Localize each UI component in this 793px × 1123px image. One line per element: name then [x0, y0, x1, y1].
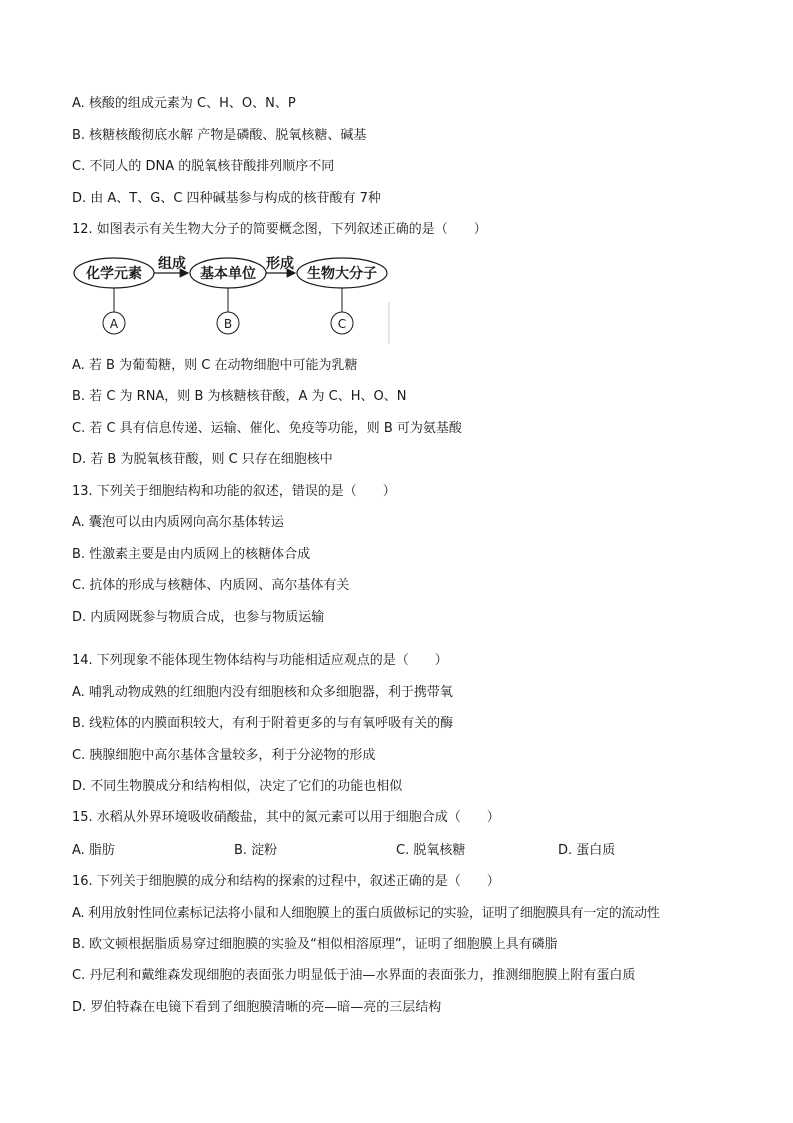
q13-option-c: C. 抗体的形成与核糖体、内质网、高尔基体有关 — [72, 578, 350, 593]
q11-option-a: A. 核酸的组成元素为 C、H、O、N、P — [72, 96, 296, 111]
q12-option-a: A. 若 B 为葡萄糖，则 C 在动物细胞中可能为乳糖 — [72, 358, 358, 373]
q15-option-a: A. 脂肪 — [72, 843, 115, 858]
q12-option-d: D. 若 B 为脱氧核苷酸，则 C 只存在细胞核中 — [72, 452, 333, 467]
arrow-compose-label: 组成 — [158, 256, 186, 272]
q12-stem: 12. 如图表示有关生物大分子的简要概念图，下列叙述正确的是（ ） — [72, 222, 487, 237]
node-biomacromolecule-label: 生物大分子 — [307, 266, 377, 282]
q16-stem: 16. 下列关于细胞膜的成分和结构的探索的过程中，叙述正确的是（ ） — [72, 874, 500, 889]
circle-a-label: A — [109, 317, 119, 331]
q11-option-c: C. 不同人的 DNA 的脱氧核苷酸排列顺序不同 — [72, 159, 335, 174]
q15-option-c: C. 脱氧核糖 — [396, 843, 466, 858]
node-basic-unit-label: 基本单位 — [200, 266, 256, 282]
q13-option-b: B. 性激素主要是由内质网上的核糖体合成 — [72, 547, 311, 562]
q12-option-c: C. 若 C 具有信息传递、运输、催化、免疫等功能，则 B 可为氨基酸 — [72, 421, 462, 436]
q14-stem: 14. 下列现象不能体现生物体结构与功能相适应观点的是（ ） — [72, 653, 448, 668]
q13-stem: 13. 下列关于细胞结构和功能的叙述，错误的是（ ） — [72, 484, 396, 499]
q12-option-b: B. 若 C 为 RNA，则 B 为核糖核苷酸，A 为 C、H、O、N — [72, 389, 407, 404]
concept-map-diagram — [72, 254, 392, 344]
q13-option-a: A. 囊泡可以由内质网向高尔基体转运 — [72, 515, 284, 530]
q15-option-d: D. 蛋白质 — [558, 843, 616, 858]
q11-option-d: D. 由 A、T、G、C 四种碱基参与构成的核苷酸有 7种 — [72, 191, 381, 206]
q16-option-a: A. 利用放射性同位素标记法将小鼠和人细胞膜上的蛋白质做标记的实验，证明了细胞膜具有一定的流动性 — [72, 906, 660, 921]
circle-c-label: C — [337, 317, 347, 331]
q16-option-b: B. 欧文顿根据脂质易穿过细胞膜的实验及“相似相溶原理”，证明了细胞膜上具有磷脂 — [72, 937, 558, 952]
q11-option-b: B. 核糖核酸彻底水解 产物是磷酸、脱氧核糖、碱基 — [72, 128, 367, 143]
q16-option-c: C. 丹尼利和戴维森发现细胞的表面张力明显低于油—水界面的表面张力，推测细胞膜上附有蛋白质 — [72, 968, 636, 983]
node-chemical-elements-label: 化学元素 — [86, 266, 142, 282]
arrow-form-label: 形成 — [266, 256, 294, 272]
q13-option-d: D. 内质网既参与物质合成，也参与物质运输 — [72, 610, 325, 625]
q15-option-b: B. 淀粉 — [234, 843, 278, 858]
q14-option-b: B. 线粒体的内膜面积较大，有利于附着更多的与有氧呼吸有关的酶 — [72, 716, 454, 731]
circle-b-label: B — [223, 317, 233, 331]
q14-option-a: A. 哺乳动物成熟的红细胞内没有细胞核和众多细胞器，利于携带氧 — [72, 685, 453, 700]
q15-stem: 15. 水稻从外界环境吸收硝酸盐，其中的氮元素可以用于细胞合成（ ） — [72, 810, 500, 825]
q14-option-c: C. 胰腺细胞中高尔基体含量较多，利于分泌物的形成 — [72, 748, 376, 763]
q16-option-d: D. 罗伯特森在电镜下看到了细胞膜清晰的亮—暗—亮的三层结构 — [72, 1000, 442, 1015]
q14-option-d: D. 不同生物膜成分和结构相似，决定了它们的功能也相似 — [72, 779, 403, 794]
